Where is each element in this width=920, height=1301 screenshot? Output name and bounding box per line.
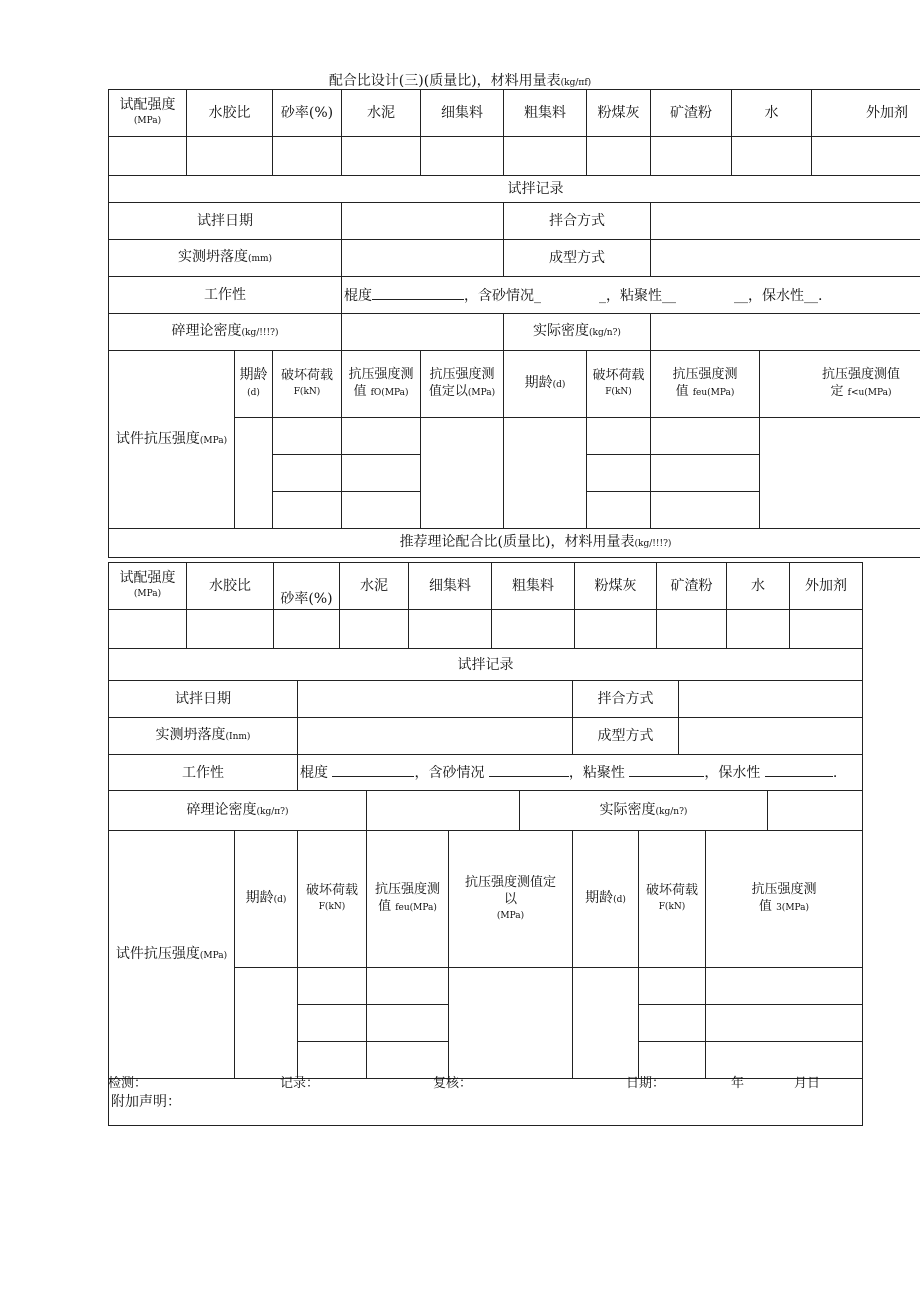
- mixing-method-input[interactable]: [651, 203, 920, 240]
- strength-label: 试件抗压强度(MPa): [109, 351, 235, 529]
- date-label: 日期：: [626, 1076, 666, 1091]
- value-cell[interactable]: [109, 137, 187, 176]
- trial-section-title-row: [109, 176, 920, 203]
- reviewer-label: 复核：: [433, 1076, 473, 1091]
- header-coarse-agg: 粗集料: [492, 563, 575, 610]
- header-slag: 矿渣粉: [651, 90, 732, 137]
- age-input[interactable]: [235, 418, 273, 529]
- trial-record-title: 试拌记录: [109, 649, 863, 681]
- remarks-field[interactable]: 附加声明：: [109, 1079, 863, 1126]
- header-fly-ash: 粉煤灰: [587, 90, 651, 137]
- workability-label: 工作性: [109, 755, 298, 791]
- value-cell[interactable]: [790, 610, 863, 649]
- header-coarse-agg: 粗集料: [504, 90, 587, 137]
- measured-input-2[interactable]: [651, 418, 760, 455]
- actual-density-label: 实际密度(kg/n?): [504, 314, 651, 351]
- header-fine-agg: 细集料: [409, 563, 492, 610]
- signature-footer: [108, 1072, 862, 1092]
- header-cement: 水泥: [340, 563, 409, 610]
- value-cell[interactable]: [274, 610, 340, 649]
- workability-fields[interactable]: 棍度 ，含砂情况_ _，粘聚性__ __，保水性__.: [342, 277, 920, 314]
- measured-input[interactable]: [342, 492, 421, 529]
- load-input[interactable]: [273, 492, 342, 529]
- mix-value-row: [109, 137, 920, 176]
- col-determined: 抗压强度测值定 以 (MPa): [449, 831, 573, 968]
- trial-date-label: 试拌日期: [109, 681, 298, 718]
- workability-row: [109, 755, 863, 791]
- forming-method-input[interactable]: [651, 240, 920, 277]
- measured-input[interactable]: [367, 968, 449, 1005]
- value-cell[interactable]: [727, 610, 790, 649]
- forming-method-input[interactable]: [679, 718, 863, 755]
- workability-label: 工作性: [109, 277, 342, 314]
- value-cell[interactable]: [575, 610, 657, 649]
- header-admixture: 外加剂: [790, 563, 863, 610]
- header-wb-ratio: 水胶比: [187, 90, 273, 137]
- slump-row: [109, 718, 863, 755]
- trial-date-input[interactable]: [342, 203, 504, 240]
- mix-header-row: [109, 563, 863, 610]
- mixing-method-label: 拌合方式: [504, 203, 651, 240]
- theory-density-label: 碎理论密度(kg/!!!?): [109, 314, 342, 351]
- actual-density-input[interactable]: [651, 314, 920, 351]
- forming-method-label: 成型方式: [573, 718, 679, 755]
- load-input[interactable]: [298, 1005, 367, 1042]
- slump-input[interactable]: [342, 240, 504, 277]
- header-cement: 水泥: [342, 90, 421, 137]
- col-load: 破坏荷载 F(kN): [298, 831, 367, 968]
- load-input-2[interactable]: [639, 1005, 706, 1042]
- mix-design-table-1: [108, 89, 920, 558]
- recorder-label: 记录：: [280, 1076, 320, 1091]
- theory-density-input[interactable]: [367, 791, 520, 831]
- density-row: [109, 314, 920, 351]
- value-cell[interactable]: [187, 137, 273, 176]
- value-cell[interactable]: [421, 137, 504, 176]
- header-sand-ratio: 砂率(%): [274, 563, 340, 610]
- col-determined-2: 抗压强度测值 定 f<u(MPa): [760, 351, 920, 418]
- trial-section-title-row: [109, 649, 863, 681]
- year-label: 年: [731, 1076, 745, 1091]
- value-cell[interactable]: [492, 610, 575, 649]
- header-sand-ratio: 砂率(%): [273, 90, 342, 137]
- measured-input-2[interactable]: [706, 1005, 863, 1042]
- value-cell[interactable]: [732, 137, 812, 176]
- col-load-2: 破坏荷载 F(kN): [639, 831, 706, 968]
- determined-input-2[interactable]: [760, 418, 920, 529]
- age-input-2[interactable]: [504, 418, 587, 529]
- load-input-2[interactable]: [587, 455, 651, 492]
- header-wb-ratio: 水胶比: [187, 563, 274, 610]
- slump-label: 实测坍落度(Inm): [109, 718, 298, 755]
- col-age-2: 期龄(d): [573, 831, 639, 968]
- strength-header-row: [109, 351, 920, 418]
- value-cell[interactable]: [187, 610, 274, 649]
- determined-input[interactable]: [449, 968, 573, 1079]
- measured-input[interactable]: [342, 418, 421, 455]
- measured-input[interactable]: [342, 455, 421, 492]
- header-slag: 矿渣粉: [657, 563, 727, 610]
- trial-date-input[interactable]: [298, 681, 573, 718]
- load-input[interactable]: [273, 455, 342, 492]
- col-measured-2: 抗压强度测 值 feu(MPa): [651, 351, 760, 418]
- form-title: 配合比设计(三)(质量比)，材料用量表(kg/πf): [328, 73, 592, 89]
- mix-design-table-2: [108, 562, 863, 649]
- col-load-2: 破坏荷载 F(kN): [587, 351, 651, 418]
- density-row: [109, 791, 863, 831]
- value-cell[interactable]: [342, 137, 421, 176]
- measured-input-2[interactable]: [651, 455, 760, 492]
- trial-date-label: 试拌日期: [109, 203, 342, 240]
- forming-method-label: 成型方式: [504, 240, 651, 277]
- load-input-2[interactable]: [639, 968, 706, 1005]
- value-cell[interactable]: [340, 610, 409, 649]
- measured-input-2[interactable]: [651, 492, 760, 529]
- load-input-2[interactable]: [587, 492, 651, 529]
- value-cell[interactable]: [409, 610, 492, 649]
- col-age: 期龄(d): [235, 351, 273, 418]
- header-trial-strength: 试配强度 (MPa): [109, 90, 187, 137]
- value-cell[interactable]: [657, 610, 727, 649]
- mixing-method-label: 拌合方式: [573, 681, 679, 718]
- measured-input[interactable]: [367, 1005, 449, 1042]
- header-trial-strength: 试配强度 (MPa): [109, 563, 187, 610]
- age-input-2[interactable]: [573, 968, 639, 1079]
- slump-row: [109, 240, 920, 277]
- measured-input-2[interactable]: [706, 968, 863, 1005]
- col-measured-2: 抗压强度测 值 3(MPa): [706, 831, 863, 968]
- value-cell[interactable]: [273, 137, 342, 176]
- header-water: 水: [727, 563, 790, 610]
- recommend-title-row: [109, 529, 920, 558]
- determined-input[interactable]: [421, 418, 504, 529]
- month-day-label: 月日: [794, 1076, 821, 1091]
- mixing-method-input[interactable]: [679, 681, 863, 718]
- header-admixture: 外加剂: [812, 90, 920, 137]
- trial-date-row: [109, 203, 920, 240]
- header-fly-ash: 粉煤灰: [575, 563, 657, 610]
- value-cell[interactable]: [651, 137, 732, 176]
- col-load: 破坏荷载 F(kN): [273, 351, 342, 418]
- trial-date-row: [109, 681, 863, 718]
- header-fine-agg: 细集料: [421, 90, 504, 137]
- workability-row: [109, 277, 920, 314]
- col-determined: 抗压强度测 值定以(MPa): [421, 351, 504, 418]
- inspector-label: 检测：: [108, 1076, 148, 1091]
- actual-density-label: 实际密度(kg/n?): [520, 791, 768, 831]
- load-input-2[interactable]: [587, 418, 651, 455]
- value-cell[interactable]: [587, 137, 651, 176]
- workability-fields[interactable]: 棍度 ，含砂情况 ，粘聚性 ，保水性 .: [298, 755, 863, 791]
- slump-input[interactable]: [298, 718, 573, 755]
- strength-label: 试件抗压强度(MPa): [109, 831, 235, 1079]
- value-cell[interactable]: [504, 137, 587, 176]
- actual-density-input[interactable]: [768, 791, 863, 831]
- trial-record-table-2: [108, 648, 863, 1126]
- value-cell[interactable]: [109, 610, 187, 649]
- age-input[interactable]: [235, 968, 298, 1079]
- load-input[interactable]: [298, 968, 367, 1005]
- theory-density-input[interactable]: [342, 314, 504, 351]
- col-age-2: 期龄(d): [504, 351, 587, 418]
- trial-record-title: 试拌记录: [109, 176, 920, 203]
- strength-header-row: [109, 831, 863, 968]
- theory-density-label: 碎理论密度(kg/π?): [109, 791, 367, 831]
- load-input[interactable]: [273, 418, 342, 455]
- header-water: 水: [732, 90, 812, 137]
- recommend-title: 推荐理论配合比(质量比)，材料用量表(kg/!!!?): [109, 529, 920, 558]
- value-cell[interactable]: [812, 137, 920, 176]
- col-age: 期龄(d): [235, 831, 298, 968]
- col-measured: 抗压强度测 值 fO(MPa): [342, 351, 421, 418]
- col-measured: 抗压强度测 值 feu(MPa): [367, 831, 449, 968]
- slump-label: 实测坍落度(mm): [109, 240, 342, 277]
- mix-value-row: [109, 610, 863, 649]
- mix-header-row: [109, 90, 920, 137]
